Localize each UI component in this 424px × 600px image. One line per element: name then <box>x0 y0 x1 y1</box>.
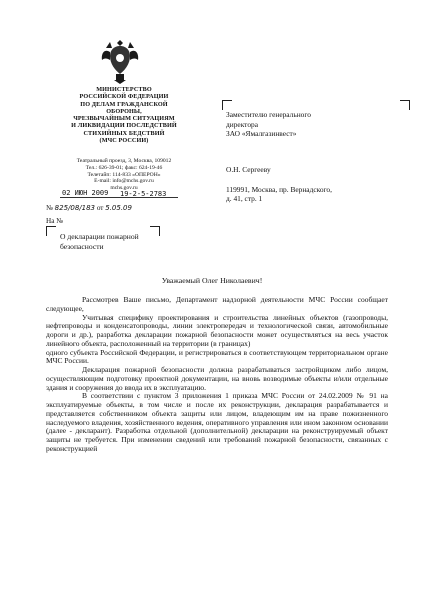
registration-row <box>46 204 132 212</box>
corner-mark <box>222 100 232 110</box>
stamp-number: 19-2-5-2783 <box>120 190 167 198</box>
letter-body <box>46 296 388 454</box>
divider <box>60 197 178 198</box>
state-emblem-icon <box>100 36 140 86</box>
reg-date: 5.05.09 <box>105 204 132 212</box>
paragraph: Рассмотрев Ваше письмо, Департамент надзорной деятельности МЧС России сообщает следующее, <box>46 295 388 313</box>
recipient-address: 119991, Москва, пр. Вернадского, д. 41, стр. 1 <box>226 185 332 204</box>
corner-mark <box>150 226 160 236</box>
reg-prefix: № <box>46 204 53 212</box>
reg-number: 825/08/183 <box>54 204 96 212</box>
corner-mark <box>46 226 56 236</box>
paragraph: одного субъекта Российской Федерации, и регистрироваться в соответствующем территориальном органе МЧС России. <box>46 347 388 366</box>
paragraph: Декларация пожарной безопасности должна разрабатываться застройщиком либо лицом, осуществляющим подготовку проектной документации, на вновь возводимые объекты и/или отдельные здания и сооружения до ввода их в эксплуатацию. <box>46 365 388 392</box>
salutation: Уважаемый Олег Николаевич! <box>161 276 263 285</box>
paragraph: Учитывая специфику проектирования и строительства линейных объектов (газопроводы, нефтепроводы и конденсатопроводы, линии электропередач и технологической связи, автомобильные дороги и др.), разработка декларации пожарной безопасности может осуществляться на весь участок линейного объекта, расположенный на территории (в границах) <box>46 312 388 348</box>
letter-subject: О декларации пожарной безопасности <box>60 232 139 251</box>
ministry-contacts: Театральный проезд, 3, Москва, 109012 Тел.: 626-39-01; факс: 624-19-46 Телетайп: 114-833 «ОПЕРОН» E-mail: info@mchs.gov.ru mchs.gov.ru <box>76 158 172 192</box>
reply-to-label: На № <box>46 217 64 225</box>
paragraph: В соответствии с пунктом 3 приложения 1 приказа МЧС России от 24.02.2009 № 91 на эксплуатируемые объекты, в том числе и после их реконструкции, декларация разрабатывается и представляется собственником объекта защиты или лицом, владеющим им на праве пожизненного наследуемого владения, хозяйственного ведения, оперативного управления или ином законном основании (далее - декларант). Разработка отдельной (дополнительной) декларации на реконструируемый объект защиты не требуется. При изменении сведений или требований пожарной безопасности, связанных с реконструкцией <box>46 391 388 453</box>
recipient-name: О.Н. Сергееву <box>226 165 271 174</box>
recipient-title: Заместителю генерального директора ЗАО «Ямалгазинвест» <box>226 110 311 139</box>
corner-mark <box>400 100 410 110</box>
ministry-name: МИНИСТЕРСТВО РОССИЙСКОЙ ФЕДЕРАЦИИ ПО ДЕЛАМ ГРАЖДАНСКОЙ ОБОРОНЫ, ЧРЕЗВЫЧАЙНЫМ СИТУАЦИЯМ И ЛИКВИДАЦИИ ПОСЛЕДСТВИЙ СТИХИЙНЫХ БЕДСТВИЙ (МЧС РОССИИ) <box>71 86 177 145</box>
stamp-date: 02 ИЮН 2009 <box>62 189 109 197</box>
reg-on: от <box>96 204 104 212</box>
